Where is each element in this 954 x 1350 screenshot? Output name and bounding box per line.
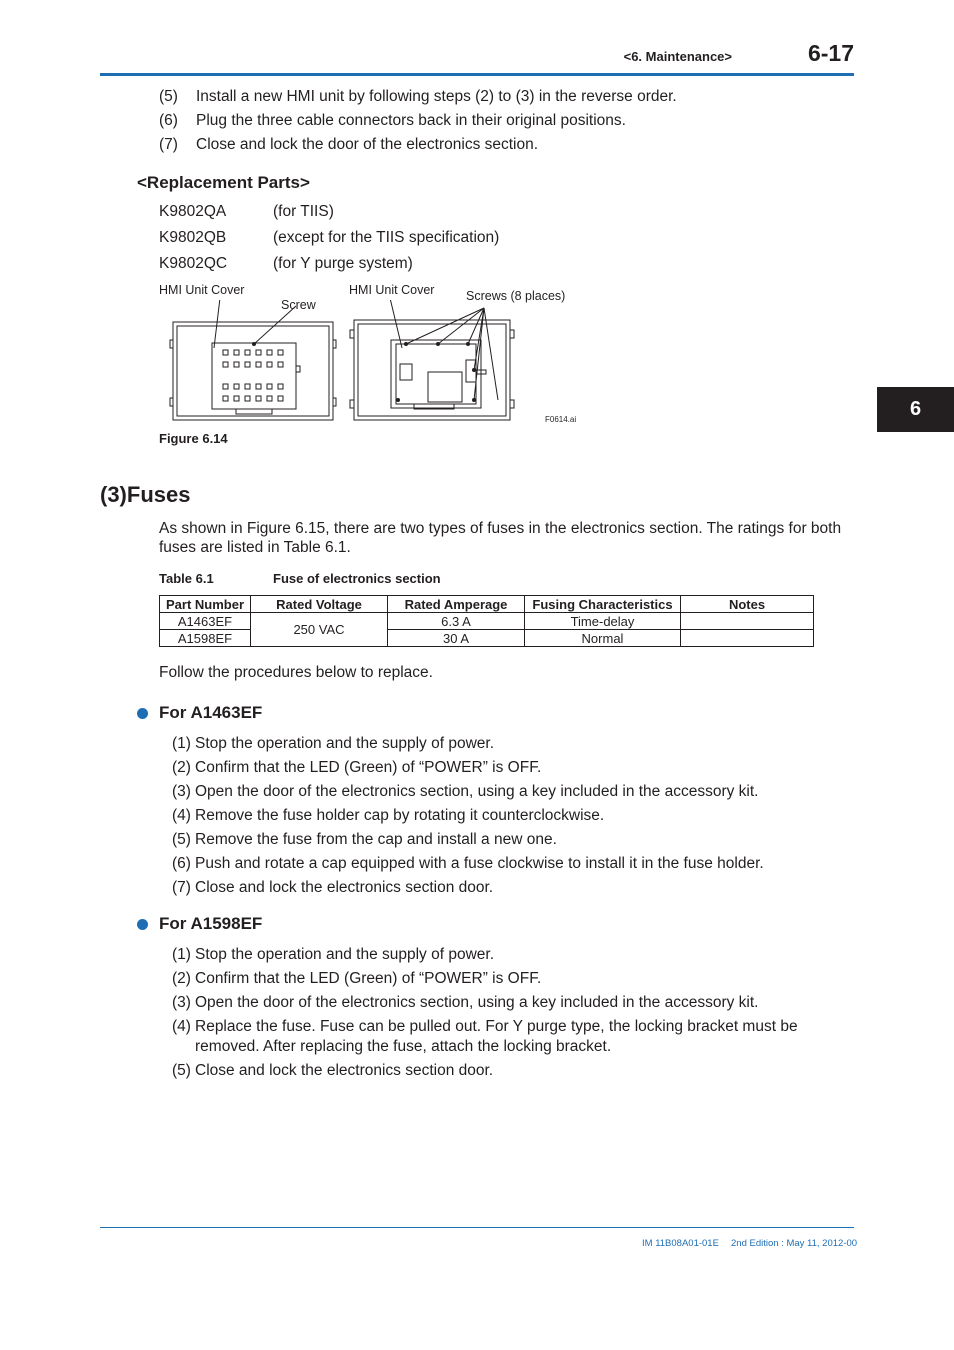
list-item: (4) Remove the fuse holder cap by rotating it counterclockwise. <box>172 807 605 824</box>
header-rule <box>100 73 854 76</box>
table-title: Fuse of electronics section <box>273 571 441 586</box>
list-item: (2) Confirm that the LED (Green) of “POWER” is OFF. <box>172 759 542 776</box>
fuses-heading: (3)Fuses <box>100 482 191 507</box>
list-item: K9802QB (except for the TIIS specification) <box>159 229 500 246</box>
list-item: K9802QC (for Y purge system) <box>159 255 413 272</box>
column-header: Part Number <box>160 596 251 613</box>
list-item: (3) Open the door of the electronics section, using a key included in the accessory kit. <box>172 783 759 800</box>
column-header: Rated Voltage <box>251 596 388 613</box>
top-steps-list <box>159 85 839 157</box>
a1598ef-steps <box>172 943 832 1083</box>
footer-rule <box>100 1227 854 1228</box>
table-cell: 250 VAC <box>251 613 388 647</box>
table-cell: 30 A <box>388 630 525 647</box>
table-label: Table 6.1 <box>159 571 214 586</box>
section-title: <6. Maintenance> <box>623 49 732 64</box>
list-item: (5) Close and lock the electronics section door. <box>172 1062 494 1079</box>
list-item: (1) Stop the operation and the supply of power. <box>172 946 495 963</box>
list-item: (6) Plug the three cable connectors back in their original positions. <box>159 112 626 129</box>
bullet-icon <box>137 919 148 930</box>
list-item: (4) Replace the fuse. Fuse can be pulled out. For Y purge type, the locking bracket must be removed. After replacing the fuse, attach the locking bracket. <box>172 1018 798 1055</box>
follow-text: Follow the procedures below to replace. <box>159 664 433 681</box>
list-item: (5) Remove the fuse from the cap and install a new one. <box>172 831 557 848</box>
bullet-icon <box>137 708 148 719</box>
figure-label-screws: Screws (8 places) <box>466 289 566 303</box>
list-item: K9802QA (for TIIS) <box>159 203 334 220</box>
figure-label-hmi-cover-right: HMI Unit Cover <box>349 283 435 297</box>
column-header: Rated Amperage <box>388 596 525 613</box>
figure-file-id: F0614.ai <box>545 415 577 424</box>
figure-caption: Figure 6.14 <box>159 431 228 446</box>
list-item: (1) Stop the operation and the supply of power. <box>172 735 495 752</box>
figure-label-hmi-cover-left: HMI Unit Cover <box>159 283 245 297</box>
column-header: Fusing Characteristics <box>525 596 681 613</box>
table-cell: A1598EF <box>160 630 251 647</box>
a1598ef-heading: For A1598EF <box>137 914 537 938</box>
fuses-intro: As shown in Figure 6.15, there are two types of fuses in the electronics section. The ratings for both fuses are listed in Table 6.1. <box>159 520 842 556</box>
footer-doc-id: IM 11B08A01-01E <box>642 1238 719 1249</box>
list-item: (3) Open the door of the electronics section, using a key included in the accessory kit. <box>172 994 759 1011</box>
table-cell: A1463EF <box>160 613 251 630</box>
table-cell <box>681 613 814 630</box>
table-header-row <box>160 596 814 613</box>
table-cell: 6.3 A <box>388 613 525 630</box>
footer-edition: 2nd Edition : May 11, 2012-00 <box>731 1238 858 1249</box>
hmi-unit-figure <box>168 300 588 425</box>
fuse-table <box>159 595 814 647</box>
list-item: (6) Push and rotate a cap equipped with a fuse clockwise to install it in the fuse holder. <box>172 855 764 872</box>
figure-label-screw: Screw <box>281 298 316 312</box>
list-item: (7) Close and lock the electronics section door. <box>172 879 494 896</box>
column-header: Notes <box>681 596 814 613</box>
replacement-parts-list <box>159 199 659 277</box>
a1463ef-heading: For A1463EF <box>137 703 537 727</box>
list-item: (7) Close and lock the door of the electronics section. <box>159 136 539 153</box>
table-cell: Normal <box>525 630 681 647</box>
replacement-parts-heading: <Replacement Parts> <box>137 173 310 192</box>
table-cell: Time-delay <box>525 613 681 630</box>
page-number: 6-17 <box>807 40 854 66</box>
chapter-tab: 6 <box>877 387 954 432</box>
table-row <box>160 613 814 630</box>
table-cell <box>681 630 814 647</box>
a1463ef-steps <box>172 732 842 900</box>
list-item: (2) Confirm that the LED (Green) of “POWER” is OFF. <box>172 970 542 987</box>
list-item: (5) Install a new HMI unit by following steps (2) to (3) in the reverse order. <box>159 88 677 105</box>
